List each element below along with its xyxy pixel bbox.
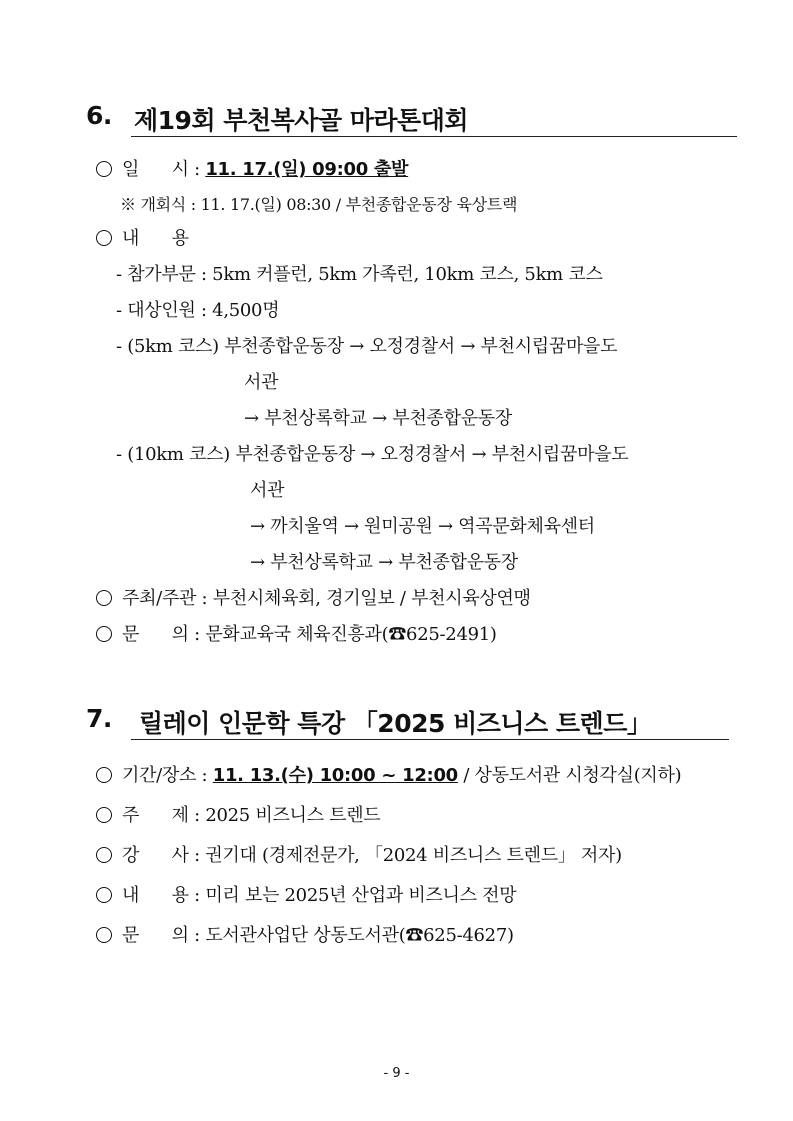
colon: : <box>201 765 208 786</box>
s7-period-place: / 상동도서관 시청각실(지하) <box>463 765 682 786</box>
s6-note-text: ※ 개회식 : 11. 17.(일) 08:30 / 부천종합운동장 육상트랙 <box>120 195 518 214</box>
s7-period-row <box>96 764 681 788</box>
s7-lecturer-value: 권기대 (경제전문가, 「2024 비즈니스 트렌드」 저자) <box>205 845 622 866</box>
s6-content-label: 내 용 <box>122 228 189 249</box>
s7-period-label: 기간/장소 <box>122 765 197 786</box>
s7-content-row <box>96 884 516 908</box>
s6-route5-line3: → 부천상록학교 → 부천종합운동장 <box>244 408 512 429</box>
colon: : <box>194 925 200 946</box>
circle-bullet-icon <box>96 626 112 642</box>
s6-category-row <box>116 263 603 287</box>
section-6-number: 6. <box>86 101 112 130</box>
dash: - <box>116 336 122 357</box>
s6-schedule-row <box>96 158 408 182</box>
circle-bullet-icon <box>96 847 112 863</box>
s6-opening-note <box>120 193 517 217</box>
s6-category-text: 참가부문 : 5km 커플런, 5km 가족런, 10km 코스, 5km 코스 <box>127 264 603 285</box>
s7-inquiry-row <box>96 924 514 948</box>
colon: : <box>201 588 208 609</box>
circle-bullet-icon <box>96 161 112 177</box>
s6-route10-row <box>116 443 628 467</box>
s6-content-row <box>96 227 189 251</box>
section-6-rule <box>131 136 737 137</box>
s6-route10-line4: → 부천상록학교 → 부천종합운동장 <box>250 552 518 573</box>
s6-inquiry-value: 문화교육국 체육진흥과(☎625-2491) <box>205 624 497 645</box>
s7-inquiry-label: 문 의 <box>122 925 189 946</box>
circle-bullet-icon <box>96 590 112 606</box>
s6-route10-line1: (10km 코스) 부천종합운동장 → 오정경찰서 → 부천시립꿈마을도 <box>127 444 629 465</box>
s7-content-label: 내 용 <box>122 885 189 906</box>
s7-content-value: 미리 보는 2025년 산업과 비즈니스 전망 <box>205 885 517 906</box>
circle-bullet-icon <box>96 230 112 246</box>
s6-route10-line3: → 까치울역 → 원미공원 → 역곡문화체육센터 <box>250 516 595 537</box>
s7-inquiry-value: 도서관사업단 상동도서관(☎625-4627) <box>205 925 514 946</box>
s6-participants-text: 대상인원 : 4,500명 <box>127 300 280 321</box>
s6-route10-line2: 서관 <box>250 480 285 501</box>
circle-bullet-icon <box>96 767 112 783</box>
section-7-rule <box>131 739 729 740</box>
circle-bullet-icon <box>96 927 112 943</box>
section-7-number: 7. <box>86 704 112 733</box>
colon: : <box>194 845 200 866</box>
page-number: - 9 - <box>383 1066 410 1081</box>
s6-host-label: 주최/주관 <box>122 588 197 609</box>
section-7-title: 릴레이 인문학 특강 「2025 비즈니스 트렌드」 <box>139 709 652 738</box>
s6-inquiry-label: 문 의 <box>122 624 189 645</box>
s6-route5-line1: (5km 코스) 부천종합운동장 → 오정경찰서 → 부천시립꿈마을도 <box>127 336 618 357</box>
s7-topic-label: 주 제 <box>122 805 189 826</box>
s6-schedule-label: 일 시 <box>122 159 189 180</box>
s7-lecturer-row <box>96 844 622 868</box>
s7-topic-value: 2025 비즈니스 트렌드 <box>205 805 381 826</box>
colon: : <box>194 885 200 906</box>
circle-bullet-icon <box>96 807 112 823</box>
dash: - <box>116 444 122 465</box>
colon: : <box>194 805 200 826</box>
s7-period-value: 11. 13.(수) 10:00 ~ 12:00 <box>212 765 458 786</box>
s6-host-row <box>96 587 531 611</box>
colon: : <box>194 624 200 645</box>
dash: - <box>116 264 122 285</box>
s6-inquiry-row <box>96 623 497 647</box>
s6-schedule-value: 11. 17.(일) 09:00 출발 <box>205 159 409 180</box>
s6-route5-row <box>116 335 617 359</box>
s6-participants-row <box>116 299 279 323</box>
s7-lecturer-label: 강 사 <box>122 845 189 866</box>
s6-route5-line2: 서관 <box>244 372 279 393</box>
colon: : <box>194 159 200 180</box>
s6-host-value: 부천시체육회, 경기일보 / 부천시육상연맹 <box>212 588 531 609</box>
s7-topic-row <box>96 804 380 828</box>
section-6-title: 제19회 부천복사골 마라톤대회 <box>134 106 468 135</box>
circle-bullet-icon <box>96 887 112 903</box>
dash: - <box>116 300 122 321</box>
